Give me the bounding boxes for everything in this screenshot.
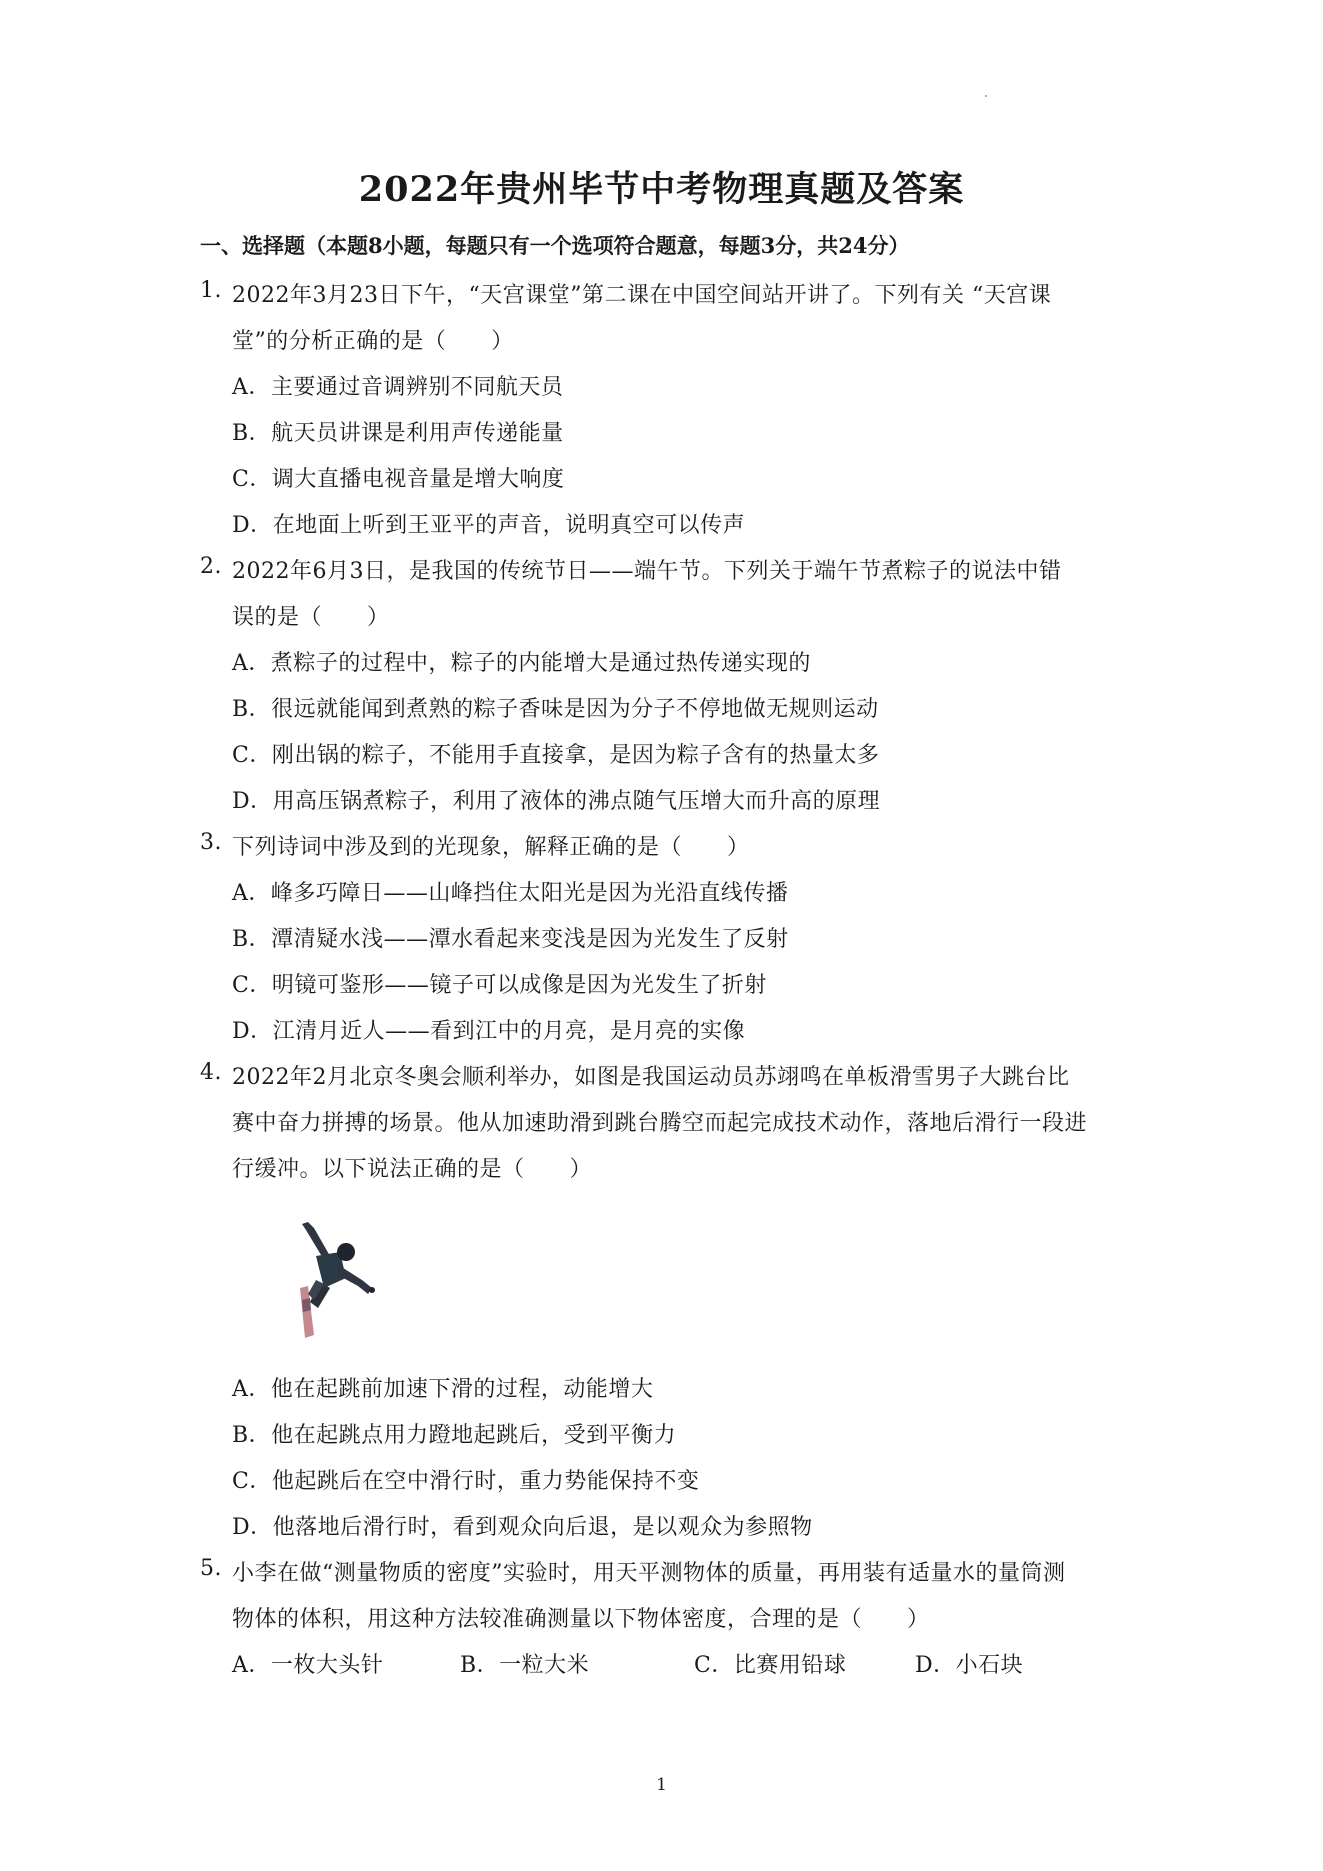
snowboard-binding — [302, 1298, 311, 1312]
answer-option: B．一粒大米 — [460, 1653, 590, 1678]
question-number: 2. — [200, 554, 222, 579]
answer-option: C．明镜可鉴形——镜子可以成像是因为光发生了折射 — [232, 973, 767, 998]
question-text: 2022年6月3日，是我国的传统节日——端午节。下列关于端午节煮粽子的说法中错 — [232, 559, 1062, 584]
answer-option: D．在地面上听到王亚平的声音，说明真空可以传声 — [232, 513, 746, 538]
inline-options-row — [232, 1648, 1132, 1678]
question-number: 1. — [200, 278, 222, 303]
answer-option: D．江清月近人——看到江中的月亮，是月亮的实像 — [232, 1019, 746, 1044]
answer-option: D．用高压锅煮粽子，利用了液体的沸点随气压增大而升高的原理 — [232, 789, 881, 814]
answer-option: C．刚出锅的粽子，不能用手直接拿，是因为粽子含有的热量太多 — [232, 743, 880, 768]
question-text: 赛中奋力拼搏的场景。他从加速助滑到跳台腾空而起完成技术动作，落地后滑行一段进 — [232, 1111, 1088, 1136]
answer-option: C．比赛用铅球 — [694, 1653, 847, 1678]
question-text: 2022年2月北京冬奥会顺利举办，如图是我国运动员苏翊鸣在单板滑雪男子大跳台比 — [232, 1065, 1070, 1090]
question-number: 5. — [200, 1556, 222, 1581]
question-number: 4. — [200, 1060, 222, 1085]
page-number: 1 — [656, 1775, 667, 1795]
helmet-shape — [337, 1243, 355, 1261]
answer-option: A．煮粽子的过程中，粽子的内能增大是通过热传递实现的 — [232, 651, 811, 676]
answer-option: B．很远就能闻到煮熟的粽子香味是因为分子不停地做无规则运动 — [232, 697, 879, 722]
question-text: 行缓冲。以下说法正确的是（ ） — [232, 1157, 593, 1182]
answer-option: A．主要通过音调辨别不同航天员 — [232, 375, 564, 400]
question-text: 下列诗词中涉及到的光现象，解释正确的是（ ） — [232, 835, 750, 860]
answer-option: D．他落地后滑行时，看到观众向后退，是以观众为参照物 — [232, 1515, 813, 1540]
answer-option: A．峰多巧障日——山峰挡住太阳光是因为光沿直线传播 — [232, 881, 789, 906]
question-number: 3. — [200, 830, 222, 855]
answer-option: B．他在起跳点用力蹬地起跳后，受到平衡力 — [232, 1423, 677, 1448]
answer-option: C．他起跳后在空中滑行时，重力势能保持不变 — [232, 1469, 700, 1494]
answer-option: A．一枚大头针 — [232, 1653, 384, 1678]
question-text: 物体的体积，用这种方法较准确测量以下物体密度，合理的是（ ） — [232, 1607, 930, 1632]
answer-option: A．他在起跳前加速下滑的过程，动能增大 — [232, 1377, 654, 1402]
snowboarder-figure — [280, 1210, 390, 1350]
question-text: 2022年3月23日下午，“天宫课堂”第二课在中国空间站开讲了。下列有关 “天宫课 — [232, 283, 1052, 308]
document-title: 2022年贵州毕节中考物理真题及答案 — [358, 169, 965, 210]
question-text: 堂”的分析正确的是（ ） — [232, 329, 514, 354]
answer-option: D．小石块 — [915, 1653, 1024, 1678]
answer-option: B．航天员讲课是利用声传递能量 — [232, 421, 564, 446]
answer-option: B．潭清疑水浅——潭水看起来变浅是因为光发生了反射 — [232, 927, 789, 952]
glove-shape — [369, 1287, 375, 1293]
arm-shape — [302, 1222, 330, 1260]
scan-speck — [985, 95, 987, 97]
section-heading: 一、选择题（本题8小题，每题只有一个选项符合题意，每题3分，共24分） — [200, 233, 910, 258]
question-text: 小李在做“测量物质的密度”实验时，用天平测物体的质量，再用装有适量水的量筒测 — [232, 1561, 1066, 1586]
answer-option: C．调大直播电视音量是增大响度 — [232, 467, 565, 492]
question-text: 误的是（ ） — [232, 605, 390, 630]
